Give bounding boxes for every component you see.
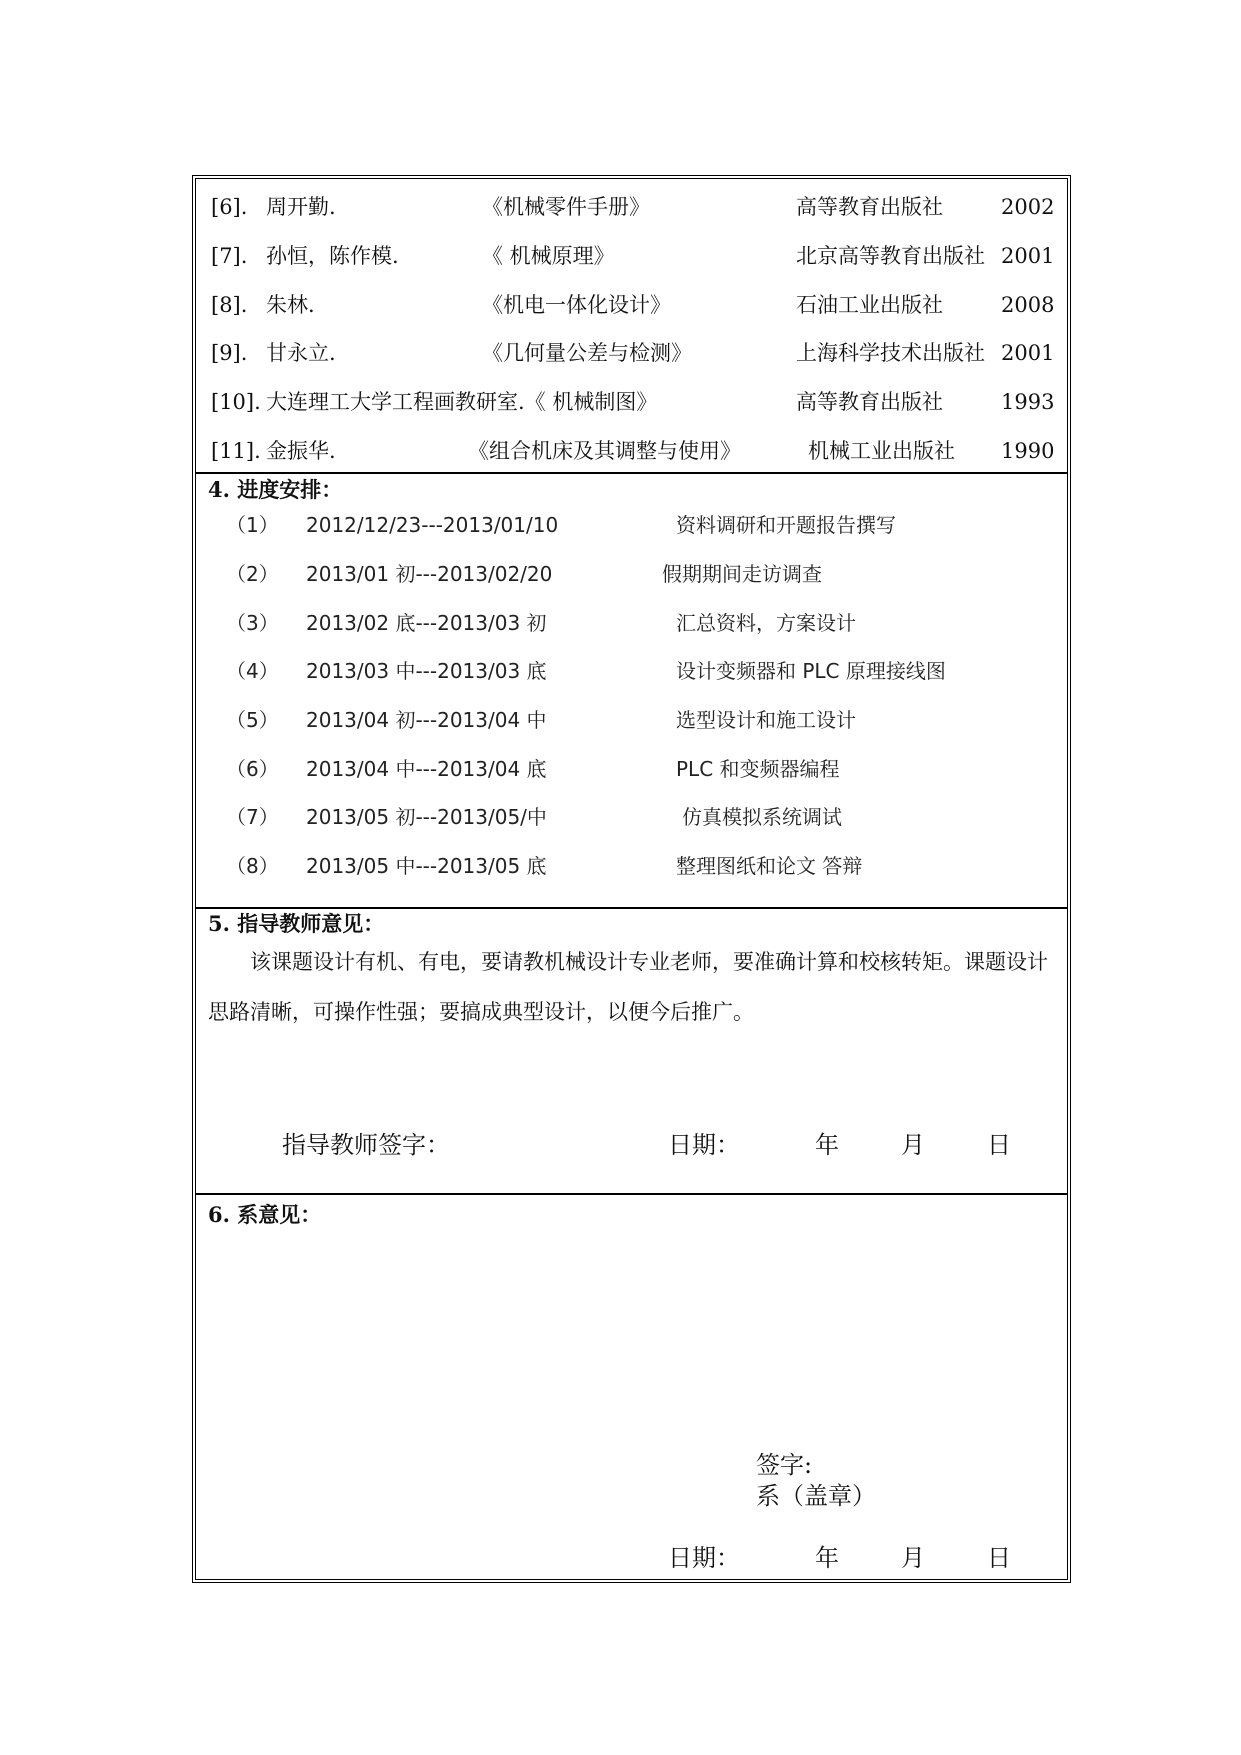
- schedule-task: 汇总资料，方案设计: [676, 611, 856, 635]
- reference-year: 1990: [1001, 439, 1055, 463]
- schedule-task: 设计变频器和 PLC 原理接线图: [676, 659, 946, 683]
- section-heading: 6. 系意见：: [208, 1202, 322, 1227]
- schedule-period: 2013/04 初---2013/04 中: [306, 708, 547, 732]
- department-date-label: 日期：: [668, 1544, 740, 1572]
- reference-title: 《 机械原理》: [482, 244, 615, 268]
- schedule-task: 整理图纸和论文 答辩: [676, 854, 863, 878]
- reference-year: 1993: [1001, 390, 1055, 414]
- schedule-task: 资料调研和开题报告撰写: [676, 513, 896, 537]
- reference-publisher: 北京高等教育出版社: [796, 244, 985, 268]
- schedule-number: （7）: [226, 805, 279, 829]
- reference-year: 2001: [1001, 244, 1055, 268]
- reference-author: 孙恒，陈作模.: [266, 244, 399, 268]
- advisor-month-label: 月: [901, 1131, 925, 1159]
- reference-year: 2002: [1001, 195, 1055, 219]
- reference-publisher: 上海科学技术出版社: [796, 341, 985, 365]
- reference-year: 2008: [1001, 293, 1055, 317]
- advisor-year-label: 年: [815, 1131, 839, 1159]
- reference-number: [8].: [211, 293, 248, 317]
- department-opinion-section: [196, 1195, 1067, 1583]
- reference-title: 《机电一体化设计》: [482, 293, 671, 317]
- schedule-number: （6）: [226, 757, 279, 781]
- schedule-period: 2013/02 底---2013/03 初: [306, 611, 547, 635]
- reference-publisher: 石油工业出版社: [796, 293, 943, 317]
- schedule-number: （5）: [226, 708, 279, 732]
- reference-title: 《组合机床及其调整与使用》: [468, 439, 741, 463]
- reference-author: 甘永立.: [266, 341, 336, 365]
- schedule-task: 假期期间走访调查: [662, 562, 822, 586]
- advisor-opinion-section: [196, 909, 1067, 1195]
- references-section: [196, 179, 1067, 474]
- schedule-number: （1）: [226, 513, 279, 537]
- advisor-date-label: 日期：: [668, 1131, 740, 1159]
- schedule-number: （3）: [226, 611, 279, 635]
- schedule-number: （2）: [226, 562, 279, 586]
- reference-publisher: 机械工业出版社: [808, 439, 955, 463]
- reference-number: [9].: [211, 341, 248, 365]
- reference-author: 朱林.: [266, 293, 315, 317]
- reference-author: 周开勤.: [266, 195, 336, 219]
- schedule-period: 2013/04 中---2013/04 底: [306, 757, 547, 781]
- schedule-period: 2013/01 初---2013/02/20: [306, 562, 553, 586]
- reference-year: 2001: [1001, 341, 1055, 365]
- schedule-task: 选型设计和施工设计: [676, 708, 856, 732]
- department-seal-label: 系（盖章）: [756, 1482, 876, 1510]
- proposal-form-table: [192, 175, 1071, 1583]
- advisor-day-label: 日: [987, 1131, 1011, 1159]
- reference-number: [7].: [211, 244, 248, 268]
- reference-number: [6].: [211, 195, 248, 219]
- schedule-number: （8）: [226, 854, 279, 878]
- reference-author: 金振华.: [266, 439, 336, 463]
- schedule-section: [196, 474, 1067, 909]
- advisor-signature-label: 指导教师签字：: [282, 1131, 450, 1159]
- department-month-label: 月: [901, 1544, 925, 1572]
- schedule-period: 2012/12/23---2013/01/10: [306, 513, 559, 537]
- schedule-period: 2013/03 中---2013/03 底: [306, 659, 547, 683]
- reference-author: 大连理工大学工程画教研室.《 机械制图》: [266, 390, 658, 414]
- department-day-label: 日: [987, 1544, 1011, 1572]
- section-heading: 4. 进度安排：: [208, 477, 343, 502]
- section-heading: 5. 指导教师意见：: [208, 911, 385, 936]
- reference-number: [11].: [211, 439, 261, 463]
- reference-publisher: 高等教育出版社: [796, 195, 943, 219]
- schedule-period: 2013/05 初---2013/05/中: [306, 805, 547, 829]
- schedule-task: PLC 和变频器编程: [676, 757, 840, 781]
- reference-publisher: 高等教育出版社: [796, 390, 943, 414]
- department-signature-label: 签字:: [756, 1451, 813, 1479]
- schedule-task: 仿真模拟系统调试: [682, 805, 842, 829]
- schedule-number: （4）: [226, 659, 279, 683]
- advisor-opinion-text: 该课题设计有机、有电，要请教机械设计专业老师，要准确计算和校核转矩。课题设计思路清晰，可操作性强；要搞成典型设计，以便今后推广。: [208, 950, 1048, 1024]
- schedule-period: 2013/05 中---2013/05 底: [306, 854, 547, 878]
- reference-number: [10].: [211, 390, 261, 414]
- department-year-label: 年: [815, 1544, 839, 1572]
- reference-title: 《几何量公差与检测》: [482, 341, 692, 365]
- reference-title: 《机械零件手册》: [482, 195, 650, 219]
